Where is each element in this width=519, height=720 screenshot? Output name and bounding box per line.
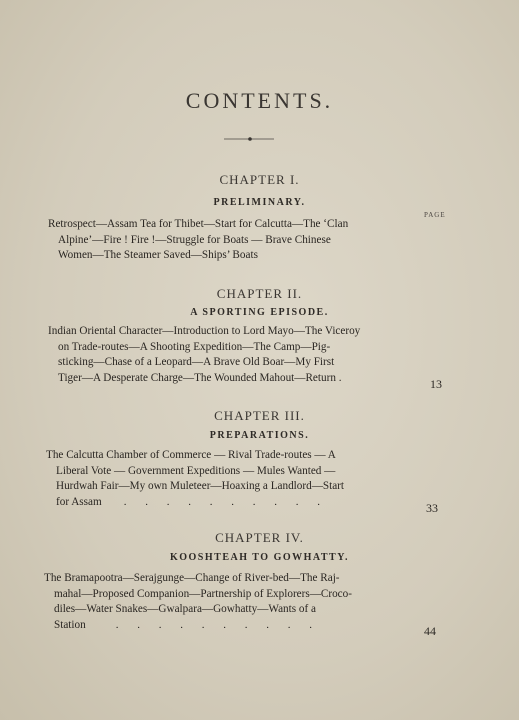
- chapter-3-summary: [46, 448, 426, 510]
- chapter-2-heading: CHAPTER II.: [216, 286, 303, 301]
- summary-line: [44, 618, 424, 634]
- chapter-4-page-number: 44: [424, 624, 436, 638]
- summary-line: Liberal Vote — Government Expeditions — Mules Wanted —: [56, 464, 336, 477]
- summary-line: The Calcutta Chamber of Commerce — Rival Trade-routes — A: [46, 449, 336, 461]
- chapter-4-heading: CHAPTER IV.: [215, 530, 304, 545]
- summary-line: Women—The Steamer Saved—Ships’ Boats: [58, 249, 258, 261]
- chapter-1-heading: CHAPTER I.: [219, 172, 300, 187]
- summary-line: on Trade-routes—A Shooting Expedition—The Camp—Pig-: [58, 340, 331, 353]
- leader-dots: . . . . . . . . . .: [123, 495, 328, 508]
- summary-line-text: Station: [54, 618, 86, 631]
- summary-line: sticking—Chase of a Leopard—A Brave Old Boar—My First: [58, 356, 335, 368]
- summary-line: Hurdwah Fair—My own Muleteer—Hoaxing a Landlord—Start: [56, 480, 345, 492]
- page-title: CONTENTS.: [185, 88, 334, 113]
- chapter-2-summary: [48, 324, 428, 386]
- summary-line: Retrospect—Assam Tea for Thibet—Start for Calcutta—The ‘Clan: [48, 218, 349, 230]
- summary-line: diles—Water Snakes—Gwalpara—Gowhatty—Wants of a: [54, 603, 316, 615]
- chapter-1-summary: [48, 217, 428, 264]
- summary-line: mahal—Proposed Companion—Partnership of Explorers—Croco-: [54, 587, 352, 600]
- summary-line: Indian Oriental Character—Introduction to Lord Mayo—The Viceroy: [48, 325, 361, 337]
- ornament-divider: [224, 134, 274, 144]
- chapter-3-heading: CHAPTER III.: [214, 408, 305, 423]
- summary-line: [46, 495, 426, 511]
- page-column-header: PAGE: [424, 211, 446, 219]
- chapter-3-subtitle: PREPARATIONS.: [209, 430, 310, 441]
- summary-line: Tiger—A Desperate Charge—The Wounded Mahout—Return .: [58, 371, 342, 384]
- chapter-2-page-number: 13: [430, 377, 442, 391]
- chapter-3-page-number: 33: [426, 501, 438, 515]
- chapter-1-subtitle: PRELIMINARY.: [213, 197, 306, 208]
- chapter-4-summary: [44, 571, 424, 633]
- summary-line: The Bramapootra—Serajgunge—Change of River-bed—The Raj-: [44, 572, 340, 584]
- chapter-2-subtitle: A SPORTING EPISODE.: [190, 307, 329, 318]
- summary-line-text: for Assam: [56, 495, 102, 508]
- summary-line: Alpine’—Fire ! Fire !—Struggle for Boats — Brave Chinese: [58, 233, 331, 246]
- chapter-4-subtitle: KOOSHTEAH TO GOWHATTY.: [169, 552, 350, 563]
- leader-dots: . . . . . . . . . .: [115, 618, 320, 631]
